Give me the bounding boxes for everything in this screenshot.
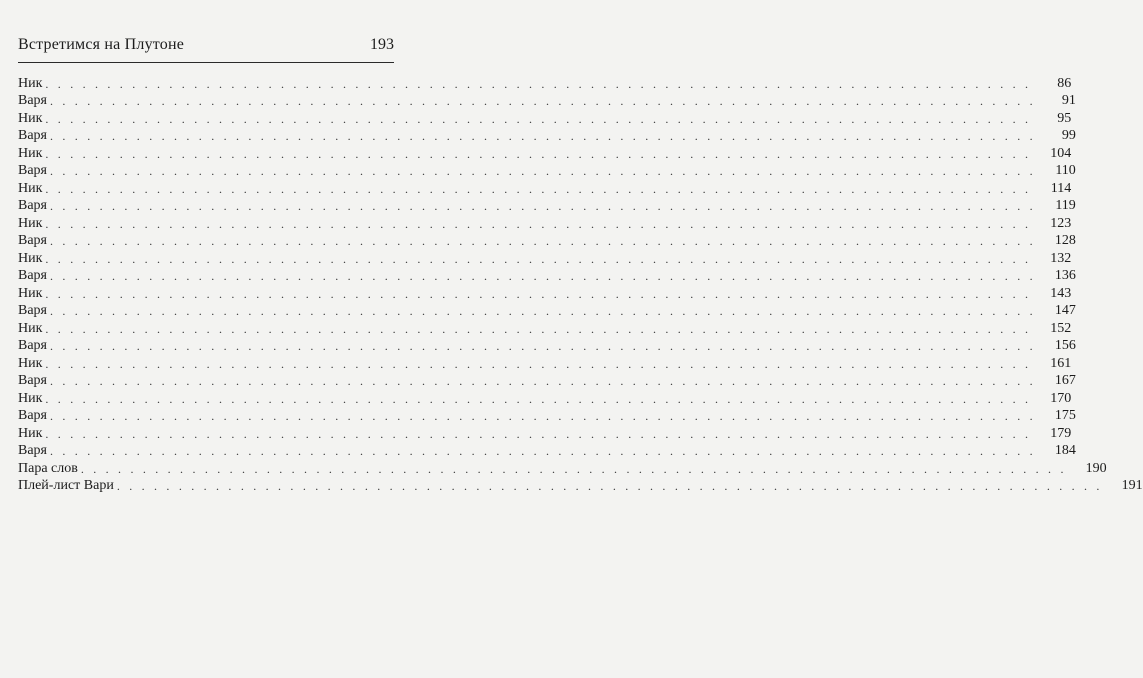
toc-entry: [18, 407, 1076, 425]
running-header: [18, 36, 394, 58]
toc-entry-title: Варя: [18, 233, 47, 248]
toc-entry-title: Ник: [18, 285, 43, 301]
dot-leader: . . . . . . . . . . . . . . . . . . . . . . . . . . . . . . . . . . . . . . . . . . . . . . . . . . . . . . . . . . . . . . . . . . . . . . . . . . . . . . . .: [45, 321, 1032, 336]
toc-entry: [18, 249, 1072, 267]
toc-entry-title: Варя: [18, 93, 47, 108]
toc-entry-page: 191: [1121, 478, 1143, 493]
dot-leader: . . . . . . . . . . . . . . . . . . . . . . . . . . . . . . . . . . . . . . . . . . . . . . . . . . . . . . . . . . . . . . . . . . . . . . . . . . . . . . . .: [45, 286, 1032, 301]
running-title: Встретимся на Плутоне: [18, 36, 185, 53]
dot-leader: . . . . . . . . . . . . . . . . . . . . . . . . . . . . . . . . . . . . . . . . . . . . . . . . . . . . . . . . . . . . . . . . . . . . . . . . . . . . . . . .: [45, 426, 1032, 441]
toc-entry-page: 91: [1061, 93, 1076, 108]
toc-entry: [18, 354, 1072, 372]
toc-entry-page: 167: [1054, 373, 1076, 388]
toc-entry: [18, 372, 1076, 390]
toc-entry: [18, 179, 1072, 197]
toc-entry: [18, 337, 1076, 355]
dot-leader: . . . . . . . . . . . . . . . . . . . . . . . . . . . . . . . . . . . . . . . . . . . . . . . . . . . . . . . . . . . . . . . . . . . . . . . . . . . . . . . .: [50, 129, 1036, 143]
toc-entry: [18, 127, 1076, 145]
toc-entry-title: Ник: [18, 390, 43, 406]
dot-leader: . . . . . . . . . . . . . . . . . . . . . . . . . . . . . . . . . . . . . . . . . . . . . . . . . . . . . . . . . . . . . . . . . . . . . . . . . . . . . . . .: [116, 479, 1103, 493]
dot-leader: . . . . . . . . . . . . . . . . . . . . . . . . . . . . . . . . . . . . . . . . . . . . . . . . . . . . . . . . . . . . . . . . . . . . . . . . . . . . . . . .: [50, 269, 1036, 283]
page-number: 193: [370, 36, 394, 53]
toc-entry-title: Ник: [18, 215, 43, 231]
header-rule: [18, 62, 394, 63]
toc-entry-title: Варя: [18, 338, 47, 353]
toc-entry-page: 132: [1050, 250, 1072, 266]
toc-entry: [18, 74, 1072, 92]
toc-entry-title: Пара слов: [18, 460, 78, 476]
toc-entry: [18, 302, 1076, 320]
toc-entry-title: Варя: [18, 163, 47, 178]
toc-entry: [18, 459, 1107, 477]
toc-entry-page: 128: [1054, 233, 1076, 248]
toc-entry: [18, 267, 1076, 285]
dot-leader: . . . . . . . . . . . . . . . . . . . . . . . . . . . . . . . . . . . . . . . . . . . . . . . . . . . . . . . . . . . . . . . . . . . . . . . . . . . . . . . .: [80, 461, 1067, 476]
toc-entry-page: 123: [1050, 215, 1072, 231]
table-of-contents: [18, 74, 1143, 494]
toc-entry-page: 179: [1050, 425, 1072, 441]
toc-entry-title: Варя: [18, 198, 47, 213]
toc-entry: [18, 442, 1076, 460]
dot-leader: . . . . . . . . . . . . . . . . . . . . . . . . . . . . . . . . . . . . . . . . . . . . . . . . . . . . . . . . . . . . . . . . . . . . . . . . . . . . . . . .: [45, 356, 1032, 371]
toc-entry: [18, 284, 1072, 302]
dot-leader: . . . . . . . . . . . . . . . . . . . . . . . . . . . . . . . . . . . . . . . . . . . . . . . . . . . . . . . . . . . . . . . . . . . . . . . . . . . . . . . .: [50, 304, 1036, 318]
dot-leader: . . . . . . . . . . . . . . . . . . . . . . . . . . . . . . . . . . . . . . . . . . . . . . . . . . . . . . . . . . . . . . . . . . . . . . . . . . . . . . . .: [45, 76, 1032, 91]
toc-entry-title: Варя: [18, 408, 47, 423]
toc-entry-page: 119: [1055, 198, 1076, 213]
toc-entry-page: 110: [1055, 163, 1076, 178]
dot-leader: . . . . . . . . . . . . . . . . . . . . . . . . . . . . . . . . . . . . . . . . . . . . . . . . . . . . . . . . . . . . . . . . . . . . . . . . . . . . . . . .: [45, 111, 1032, 126]
toc-entry-title: Варя: [18, 268, 47, 283]
toc-entry-page: 147: [1054, 303, 1076, 318]
toc-entry-title: Варя: [18, 373, 47, 388]
toc-entry-page: 184: [1054, 443, 1076, 458]
toc-entry-title: Варя: [18, 303, 47, 318]
toc-entry-title: Ник: [18, 75, 43, 91]
dot-leader: . . . . . . . . . . . . . . . . . . . . . . . . . . . . . . . . . . . . . . . . . . . . . . . . . . . . . . . . . . . . . . . . . . . . . . . . . . . . . . . .: [45, 181, 1032, 196]
toc-entry-title: Ник: [18, 250, 43, 266]
toc-entry-title: Ник: [18, 110, 43, 126]
toc-entry: [18, 109, 1072, 127]
toc-entry-title: Ник: [18, 320, 43, 336]
toc-entry-page: 152: [1050, 320, 1072, 336]
dot-leader: . . . . . . . . . . . . . . . . . . . . . . . . . . . . . . . . . . . . . . . . . . . . . . . . . . . . . . . . . . . . . . . . . . . . . . . . . . . . . . . .: [45, 391, 1032, 406]
toc-entry-page: 99: [1061, 128, 1076, 143]
toc-entry-title: Ник: [18, 425, 43, 441]
toc-entry: [18, 197, 1076, 215]
toc-entry-title: Варя: [18, 443, 47, 458]
dot-leader: . . . . . . . . . . . . . . . . . . . . . . . . . . . . . . . . . . . . . . . . . . . . . . . . . . . . . . . . . . . . . . . . . . . . . . . . . . . . . . . .: [50, 94, 1036, 108]
toc-entry: [18, 319, 1072, 337]
toc-entry-page: 161: [1050, 355, 1072, 371]
toc-entry-title: Ник: [18, 355, 43, 371]
dot-leader: . . . . . . . . . . . . . . . . . . . . . . . . . . . . . . . . . . . . . . . . . . . . . . . . . . . . . . . . . . . . . . . . . . . . . . . . . . . . . . . .: [50, 234, 1036, 248]
toc-entry-page: 190: [1085, 460, 1107, 476]
dot-leader: . . . . . . . . . . . . . . . . . . . . . . . . . . . . . . . . . . . . . . . . . . . . . . . . . . . . . . . . . . . . . . . . . . . . . . . . . . . . . . . .: [50, 199, 1036, 213]
dot-leader: . . . . . . . . . . . . . . . . . . . . . . . . . . . . . . . . . . . . . . . . . . . . . . . . . . . . . . . . . . . . . . . . . . . . . . . . . . . . . . . .: [50, 444, 1036, 458]
toc-entry: [18, 232, 1076, 250]
toc-entry-title: Ник: [18, 180, 43, 196]
toc-entry-page: 143: [1050, 285, 1072, 301]
toc-entry: [18, 214, 1072, 232]
toc-entry: [18, 162, 1076, 180]
toc-entry-title: Ник: [18, 145, 43, 161]
dot-leader: . . . . . . . . . . . . . . . . . . . . . . . . . . . . . . . . . . . . . . . . . . . . . . . . . . . . . . . . . . . . . . . . . . . . . . . . . . . . . . . .: [45, 216, 1032, 231]
toc-entry-title: Варя: [18, 128, 47, 143]
toc-entry-page: 95: [1057, 110, 1072, 126]
dot-leader: . . . . . . . . . . . . . . . . . . . . . . . . . . . . . . . . . . . . . . . . . . . . . . . . . . . . . . . . . . . . . . . . . . . . . . . . . . . . . . . .: [50, 339, 1036, 353]
toc-entry-page: 104: [1050, 145, 1072, 161]
dot-leader: . . . . . . . . . . . . . . . . . . . . . . . . . . . . . . . . . . . . . . . . . . . . . . . . . . . . . . . . . . . . . . . . . . . . . . . . . . . . . . . .: [45, 251, 1032, 266]
toc-entry: [18, 92, 1076, 110]
dot-leader: . . . . . . . . . . . . . . . . . . . . . . . . . . . . . . . . . . . . . . . . . . . . . . . . . . . . . . . . . . . . . . . . . . . . . . . . . . . . . . . .: [50, 374, 1036, 388]
dot-leader: . . . . . . . . . . . . . . . . . . . . . . . . . . . . . . . . . . . . . . . . . . . . . . . . . . . . . . . . . . . . . . . . . . . . . . . . . . . . . . . .: [50, 164, 1036, 178]
dot-leader: . . . . . . . . . . . . . . . . . . . . . . . . . . . . . . . . . . . . . . . . . . . . . . . . . . . . . . . . . . . . . . . . . . . . . . . . . . . . . . . .: [45, 146, 1032, 161]
toc-entry-page: 136: [1054, 268, 1076, 283]
toc-entry-page: 114: [1050, 180, 1072, 196]
toc-entry-page: 156: [1054, 338, 1076, 353]
dot-leader: . . . . . . . . . . . . . . . . . . . . . . . . . . . . . . . . . . . . . . . . . . . . . . . . . . . . . . . . . . . . . . . . . . . . . . . . . . . . . . . .: [50, 409, 1036, 423]
toc-entry: [18, 424, 1072, 442]
toc-entry-page: 170: [1050, 390, 1072, 406]
toc-entry-page: 86: [1057, 75, 1072, 91]
toc-entry: [18, 389, 1072, 407]
toc-entry: [18, 144, 1072, 162]
toc-entry: [18, 477, 1143, 495]
toc-entry-title: Плей-лист Вари: [18, 478, 114, 493]
toc-entry-page: 175: [1054, 408, 1076, 423]
